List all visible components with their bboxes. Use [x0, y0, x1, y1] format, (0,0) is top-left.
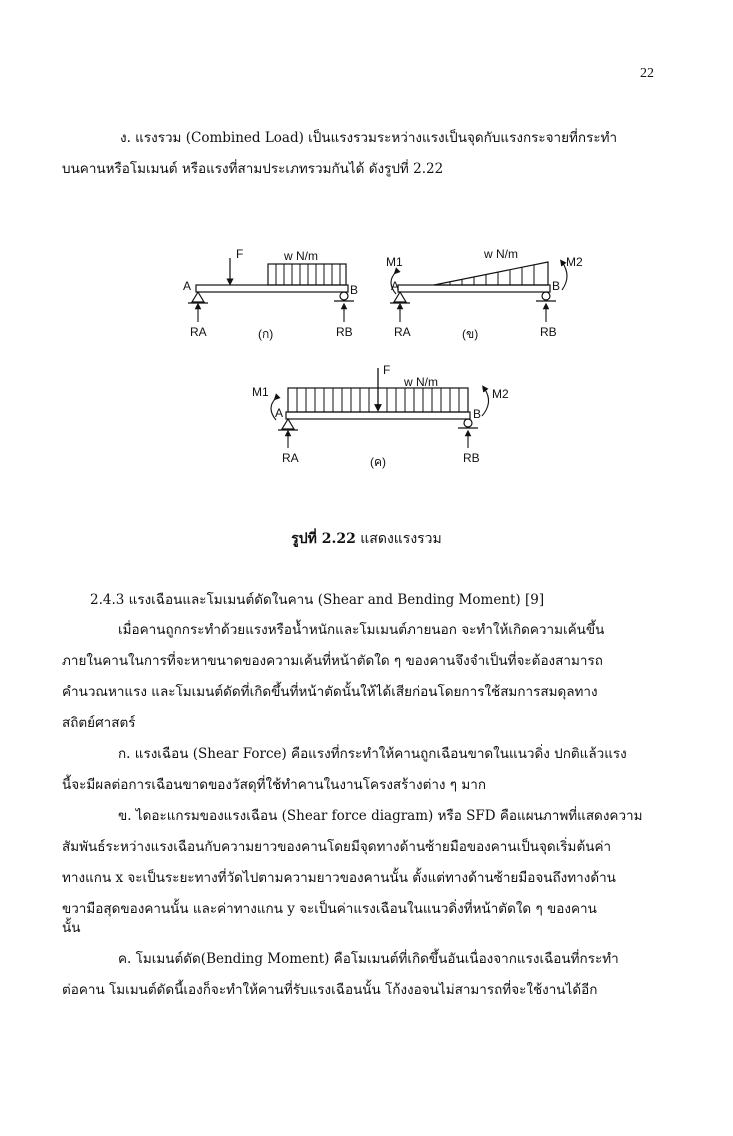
load-label: w N/m — [484, 247, 518, 261]
pin-support-icon — [192, 292, 204, 302]
moment-m1-label: M1 — [386, 255, 403, 269]
figure-c — [252, 363, 509, 469]
para3-line-5: นั้น — [62, 920, 81, 936]
reaction-b-label: RB — [463, 451, 480, 465]
para3-line-1: ข. ไดอะแกรมของแรงเฉือน (Shear force diagram) หรือ SFD คือแผนภาพที่แสดงความ — [118, 808, 643, 824]
moment-m2-label: M2 — [492, 387, 509, 401]
figure-c-caption: (ค) — [370, 455, 387, 469]
support-b-label: B — [350, 283, 359, 297]
force-label: F — [236, 247, 244, 261]
figure-caption-text: แสดงแรงรวม — [360, 531, 442, 547]
reaction-a-label: RA — [282, 451, 299, 465]
support-a-label: A — [391, 279, 400, 293]
combined-load-figure — [0, 240, 733, 490]
para3-line-2: สัมพันธ์ระหว่างแรงเฉือนกับความยาวของคานโดยมีจุดทางด้านซ้ายมือของคานเป็นจุดเริ่มต้นค่า — [62, 839, 612, 855]
support-b-label: B — [552, 279, 561, 293]
reaction-b-label: RB — [336, 325, 353, 339]
para4-line-1: ค. โมเมนต์ดัด(Bending Moment) คือโมเมนต์ที่เกิดขึ้นอันเนื่องจากแรงเฉือนที่กระทำ — [118, 951, 619, 967]
para3-line-3: ทางแกน x จะเป็นระยะทางที่วัดไปตามความยาวของคานนั้น ตั้งแต่ทางด้านซ้ายมือจนถึงทางด้าน — [62, 870, 616, 886]
para3-line-4: ขวามือสุดของคานนั้น และค่าทางแกน y จะเป็นค่าแรงเฉือนในแนวดิ่งที่หน้าตัดใด ๆ ของคาน — [62, 901, 597, 917]
figure-caption — [0, 528, 733, 550]
reaction-a-label: RA — [394, 325, 411, 339]
figure-caption-label: รูปที่ 2.22 — [291, 531, 356, 547]
reaction-a-label: RA — [190, 325, 207, 339]
para4-line-2: ต่อคาน โมเมนต์ดัดนี้เองก็จะทำให้คานที่รับแรงเฉือนนั้น โก้งงอจนไม่สามารถที่จะใช้งานได้อีก — [62, 982, 598, 998]
pin-support-icon — [282, 419, 294, 429]
roller-support-icon — [464, 419, 472, 427]
support-a-label: A — [275, 406, 284, 420]
reaction-b-label: RB — [540, 325, 557, 339]
load-label: w N/m — [284, 249, 318, 263]
para1-line-3: คำนวณหาแรง และโมเมนต์ดัดที่เกิดขึ้นที่หน้าตัดนั้นให้ได้เสียก่อนโดยการใช้สมการสมดุลทาง — [62, 684, 598, 700]
para1-line-4: สถิตย์ศาสตร์ — [62, 715, 136, 731]
support-a-label: A — [183, 279, 192, 293]
moment-m2-label: M2 — [566, 255, 583, 269]
load-label: w N/m — [404, 375, 438, 389]
para1-line-1: เมื่อคานถูกกระทำด้วยแรงหรือน้ำหนักและโมเมนต์ภายนอก จะทำให้เกิดความเค้นขึ้น — [118, 622, 605, 638]
moment-m1-label: M1 — [252, 385, 269, 399]
combined-load-line-2: บนคานหรือโมเมนต์ หรือแรงที่สามประเภทรวมกันได้ ดังรูปที่ 2.22 — [62, 161, 444, 177]
para2-line-1: ก. แรงเฉือน (Shear Force) คือแรงที่กระทำให้คานถูกเฉือนขาดในแนวดิ่ง ปกติแล้วแรง — [118, 746, 627, 762]
figure-a-caption: (ก) — [258, 327, 274, 341]
roller-support-icon — [542, 292, 550, 300]
figure-a — [183, 247, 358, 341]
figure-b-caption: (ข) — [462, 327, 479, 341]
figure-b — [386, 247, 583, 341]
para2-line-2: นี้จะมีผลต่อการเฉือนขาดของวัสดุที่ใช้ทำคานในงานโครงสร้างต่าง ๆ มาก — [62, 777, 486, 793]
force-label: F — [383, 363, 391, 377]
roller-support-icon — [340, 292, 348, 300]
combined-load-line-1: ง. แรงรวม (Combined Load) เป็นแรงรวมระหว่างแรงเป็นจุดกับแรงกระจายที่กระทำ — [120, 130, 618, 146]
section-heading: 2.4.3 แรงเฉือนและโมเมนต์ดัดในคาน (Shear and Bending Moment) [9] — [90, 592, 545, 608]
page-number: 22 — [640, 66, 654, 81]
support-b-label: B — [473, 407, 482, 421]
para1-line-2: ภายในคานในการที่จะหาขนาดของความเค้นที่หน้าตัดใด ๆ ของคานจึงจำเป็นที่จะต้องสามารถ — [62, 653, 603, 669]
